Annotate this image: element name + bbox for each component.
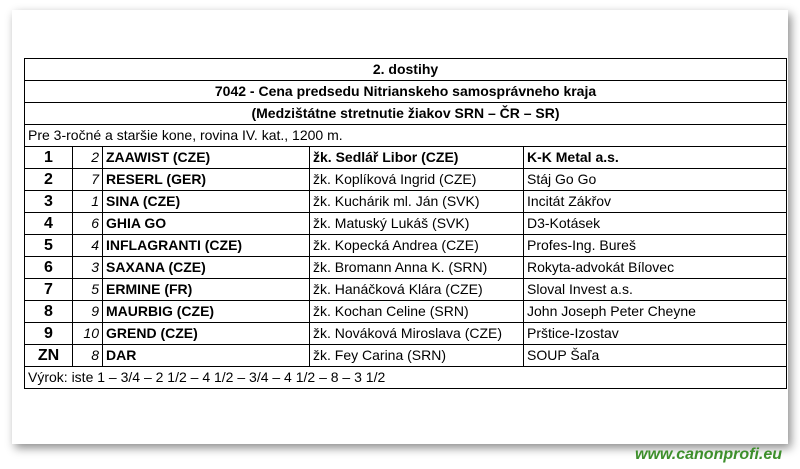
- result-row: [25, 323, 787, 345]
- result-number: 10: [73, 323, 103, 345]
- result-jockey: žk. Nováková Miroslava (CZE): [310, 323, 524, 345]
- result-owner: D3-Kotásek: [524, 213, 787, 235]
- result-horse: ZAAWIST (CZE): [103, 147, 310, 169]
- race-title: 2. dostihy: [25, 59, 787, 81]
- result-jockey: žk. Koplíková Ingrid (CZE): [310, 169, 524, 191]
- result-row: [25, 235, 787, 257]
- result-owner: K-K Metal a.s.: [524, 147, 787, 169]
- result-number: 1: [73, 191, 103, 213]
- race-subtitle: (Medzištátne stretnutie žiakov SRN – ČR – SR): [25, 103, 787, 125]
- result-number: 4: [73, 235, 103, 257]
- result-place: ZN: [25, 345, 73, 367]
- result-owner: Sloval Invest a.s.: [524, 279, 787, 301]
- result-row: [25, 191, 787, 213]
- result-owner: SOUP Šaľa: [524, 345, 787, 367]
- result-horse: SAXANA (CZE): [103, 257, 310, 279]
- race-margins: Výrok: iste 1 – 3/4 – 2 1/2 – 4 1/2 – 3/4 – 4 1/2 – 8 – 3 1/2: [25, 367, 787, 389]
- result-owner: Rokyta-advokát Bílovec: [524, 257, 787, 279]
- result-row: [25, 301, 787, 323]
- watermark: www.canonprofi.eu: [635, 446, 782, 463]
- result-number: 2: [73, 147, 103, 169]
- race-conditions: Pre 3-ročné a staršie kone, rovina IV. kat., 1200 m.: [25, 125, 787, 147]
- race-results-table: [24, 58, 787, 389]
- result-jockey: žk. Hanáčková Klára (CZE): [310, 279, 524, 301]
- result-row: [25, 213, 787, 235]
- result-place: 5: [25, 235, 73, 257]
- result-horse: GREND (CZE): [103, 323, 310, 345]
- result-place: 7: [25, 279, 73, 301]
- result-owner: Prštice-Izostav: [524, 323, 787, 345]
- result-jockey: žk. Bromann Anna K. (SRN): [310, 257, 524, 279]
- result-horse: DAR: [103, 345, 310, 367]
- result-number: 8: [73, 345, 103, 367]
- result-jockey: žk. Kopecká Andrea (CZE): [310, 235, 524, 257]
- results-card: [12, 10, 788, 444]
- result-number: 7: [73, 169, 103, 191]
- result-horse: GHIA GO: [103, 213, 310, 235]
- result-place: 4: [25, 213, 73, 235]
- result-horse: SINA (CZE): [103, 191, 310, 213]
- result-horse: MAURBIG (CZE): [103, 301, 310, 323]
- result-place: 8: [25, 301, 73, 323]
- result-place: 3: [25, 191, 73, 213]
- result-row: [25, 169, 787, 191]
- result-owner: John Joseph Peter Cheyne: [524, 301, 787, 323]
- result-row: [25, 345, 787, 367]
- race-name: 7042 - Cena predsedu Nitrianskeho samosprávneho kraja: [25, 81, 787, 103]
- result-horse: ERMINE (FR): [103, 279, 310, 301]
- result-place: 9: [25, 323, 73, 345]
- result-row: [25, 257, 787, 279]
- result-number: 9: [73, 301, 103, 323]
- result-place: 6: [25, 257, 73, 279]
- result-number: 5: [73, 279, 103, 301]
- result-jockey: žk. Fey Carina (SRN): [310, 345, 524, 367]
- result-horse: RESERL (GER): [103, 169, 310, 191]
- result-jockey: žk. Kochan Celine (SRN): [310, 301, 524, 323]
- result-number: 6: [73, 213, 103, 235]
- result-jockey: žk. Matuský Lukáš (SVK): [310, 213, 524, 235]
- result-jockey: žk. Sedlář Libor (CZE): [310, 147, 524, 169]
- result-horse: INFLAGRANTI (CZE): [103, 235, 310, 257]
- result-owner: Profes-Ing. Bureš: [524, 235, 787, 257]
- result-jockey: žk. Kuchárik ml. Ján (SVK): [310, 191, 524, 213]
- result-owner: Incitát Zákřov: [524, 191, 787, 213]
- result-place: 1: [25, 147, 73, 169]
- result-number: 3: [73, 257, 103, 279]
- result-owner: Stáj Go Go: [524, 169, 787, 191]
- result-place: 2: [25, 169, 73, 191]
- result-row: [25, 147, 787, 169]
- result-row: [25, 279, 787, 301]
